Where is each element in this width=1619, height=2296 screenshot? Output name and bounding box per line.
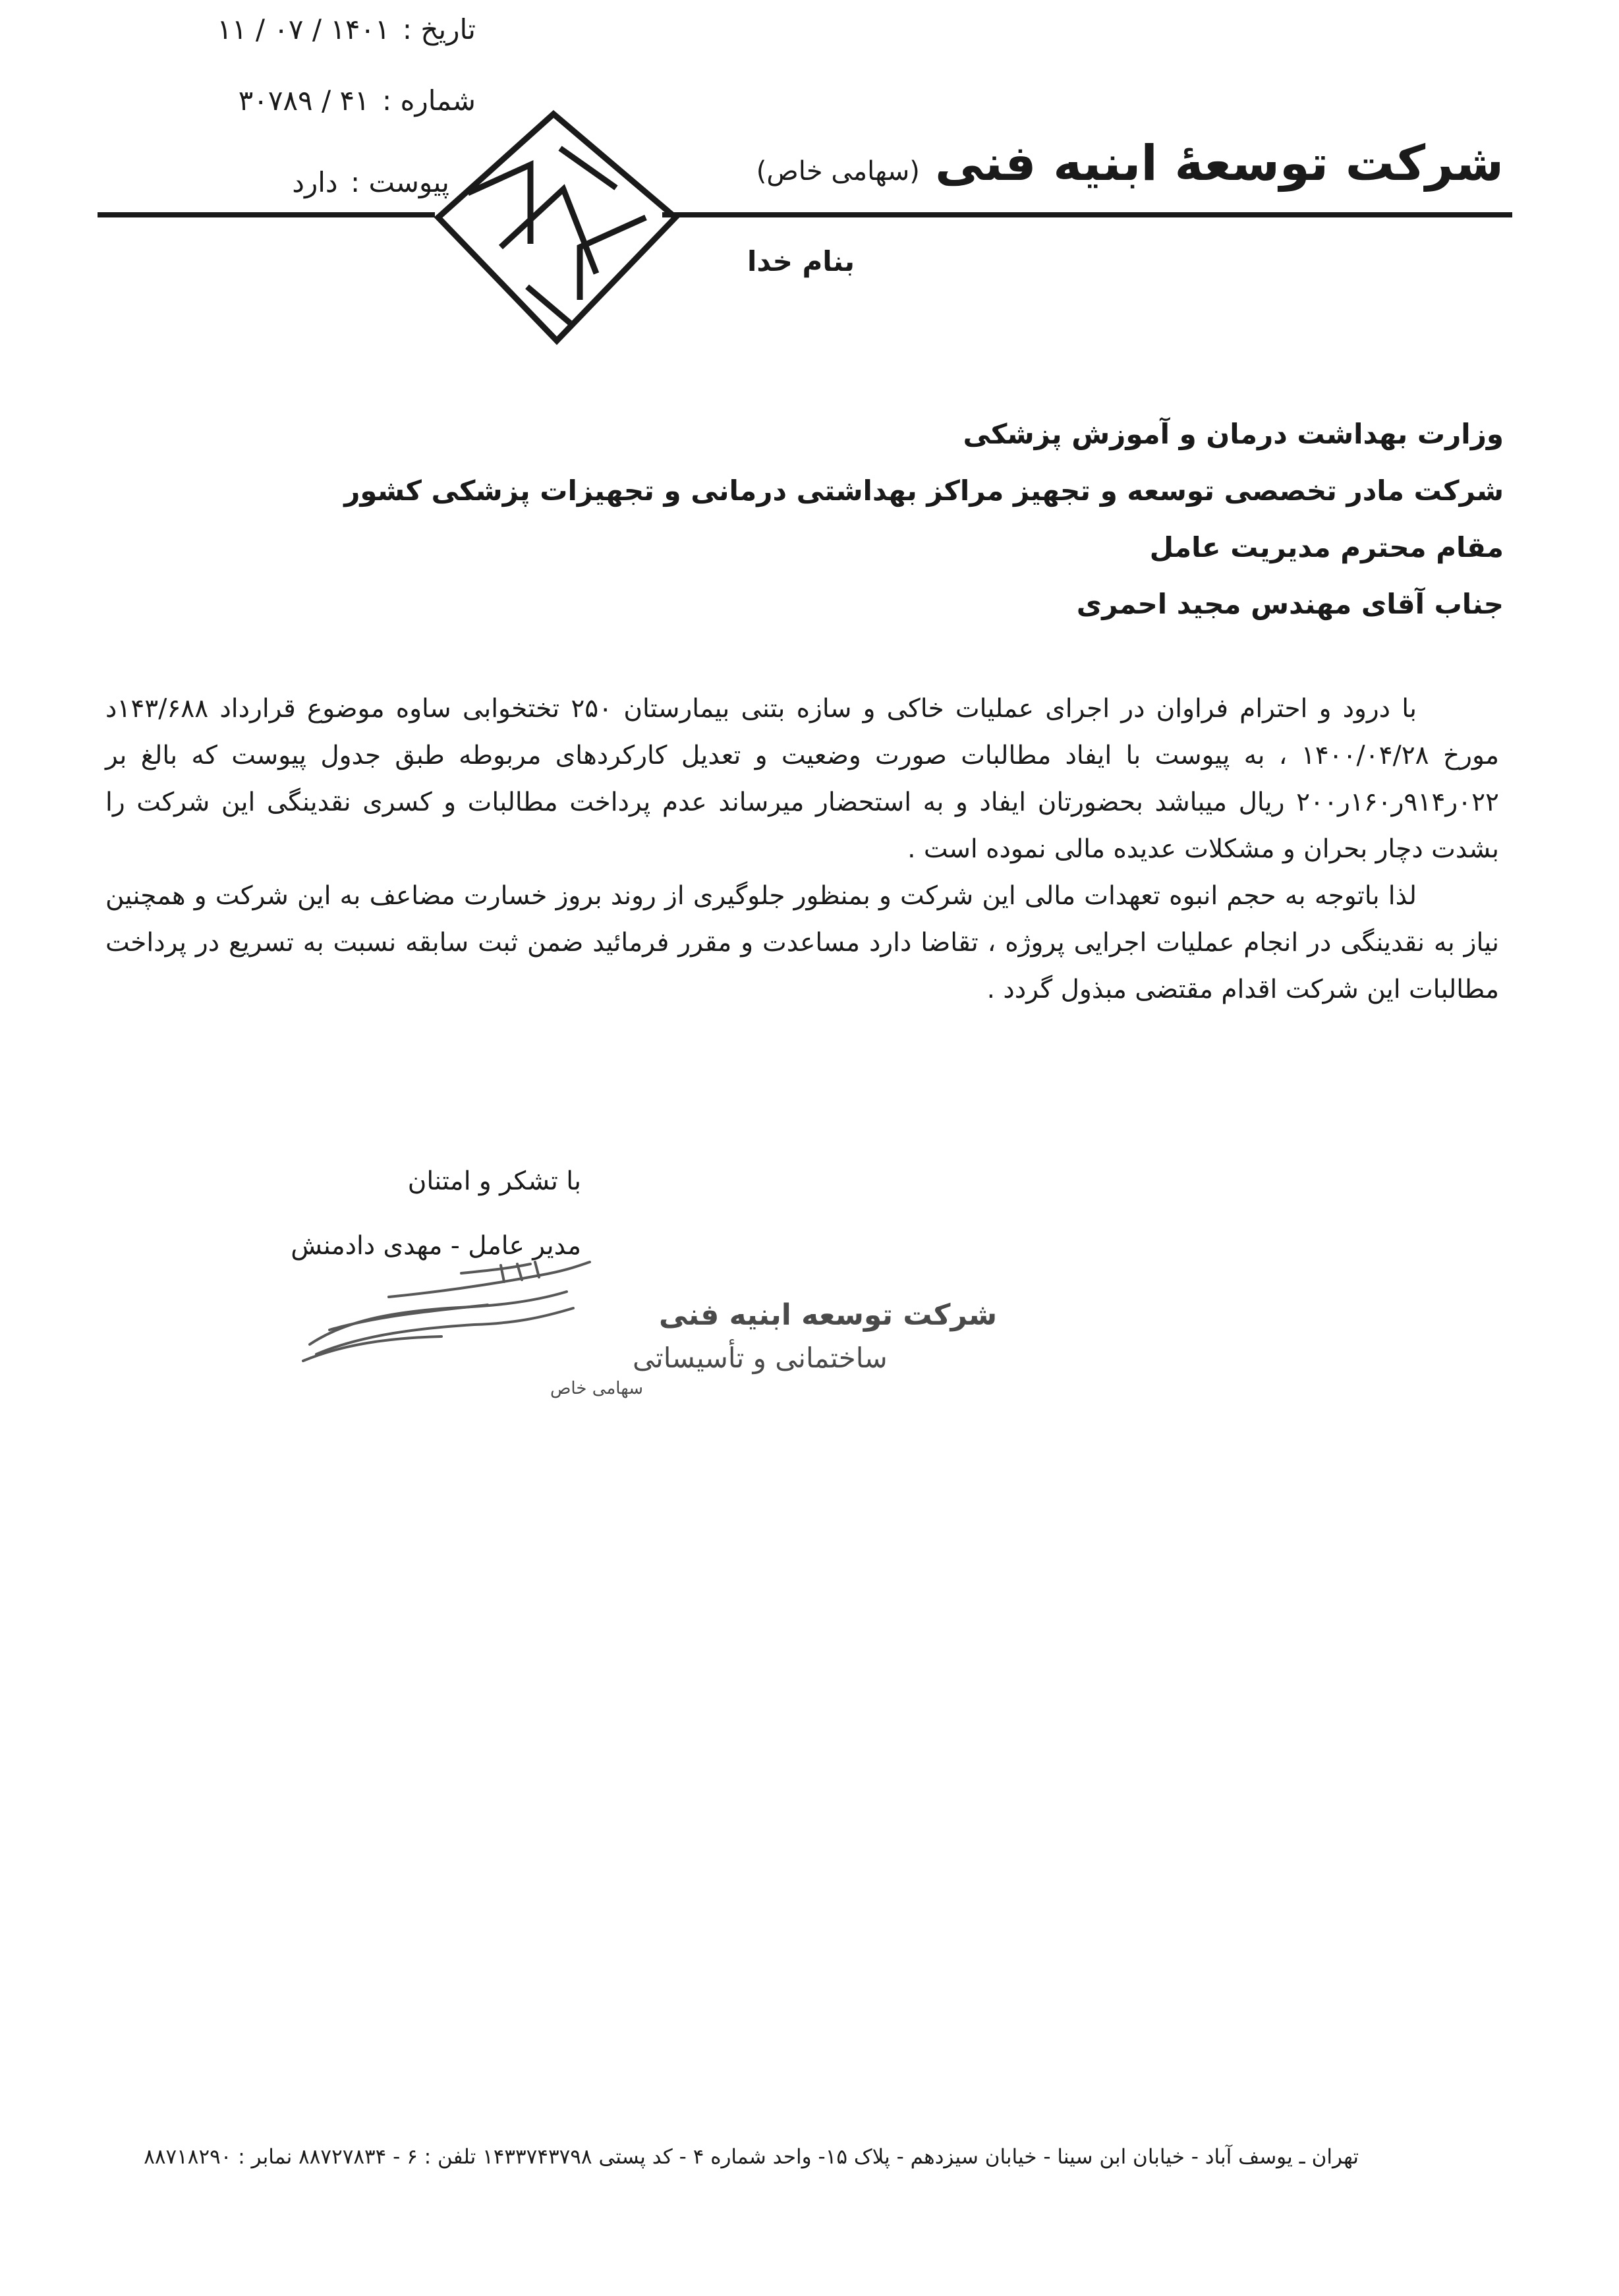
footer-address: تهران ـ یوسف آباد - خیابان ابن سینا - خیابان سیزدهم - پلاک ۱۵- واحد شماره ۴ - کد پستی ۱۴۳۳۷۴۳۷۹۸ تلفن : ۶ - ۸۸۷۲۷۸۳۴ نمابر : ۸۸۷۱۸۲۹۰: [144, 2145, 1359, 2169]
company-name: شرکت توسعهٔ ابنیه فنی: [934, 135, 1504, 192]
number-value: ۴۱ / ۳۰۷۸۹: [238, 84, 370, 117]
addressee-company: شرکت مادر تخصصی توسعه و تجهیز مراکز بهداشتی درمانی و تجهیزات پزشکی کشور: [344, 474, 1504, 507]
stamp-line-3: سهامی خاص: [550, 1379, 643, 1398]
company-type: (سهامی خاص): [756, 156, 920, 187]
addressee-title: مقام محترم مدیریت عامل: [1149, 531, 1504, 563]
addressee-block: [120, 420, 1504, 647]
attachment-label: پیوست :: [351, 166, 449, 198]
body-paragraph-2: لذا باتوجه به حجم انبوه تعهدات مالی این شرکت و بمنظور جلوگیری از روند بروز خسارت مضاعف به این شرکت و همچنین نیاز به نقدینگی در انجام عملیات اجرایی پروژه ، تقاضا دارد مساعدت و مقرر فرمائید ضمن ثبت سابقه نسبت به تسریع در پرداخت مطالبات این شرکت اقدام مقتضی مبذول گردد .: [105, 881, 1499, 1004]
addressee-name: جناب آقای مهندس مجید احمری: [1076, 588, 1504, 620]
letter-body: [105, 685, 1499, 1013]
bismillah: بنام خدا: [747, 245, 855, 277]
signature-stamp-icon: [290, 1246, 998, 1417]
header-rule-right: [662, 212, 1512, 217]
closing-signatory: مدیر عامل - مهدی دادمنش: [291, 1231, 581, 1261]
company-heading: [756, 135, 1504, 192]
attachment-line: [292, 166, 449, 198]
date-line: [217, 13, 476, 45]
date-value: ۱۴۰۱ / ۰۷ / ۱۱: [217, 13, 390, 45]
body-paragraph-1: با درود و احترام فراوان در اجرای عملیات خاکی و سازه بتنی بیمارستان ۲۵۰ تختخوابی ساوه موضوع قرارداد ۱۴۳/۶۸۸د مورخ ۱۴۰۰/۰۴/۲۸ ، به پیوست با ایفاد مطالبات صورت وضعیت و تعدیل کارکردهای مربوطه طبق جدول پیوست که بالغ بر ۰۲۲ر۹۱۴ر۱۶۰ر۲۰۰ ریال میباشد بحضورتان ایفاد و به استحضار میرساند عدم پرداخت مطالبات و کسری نقدینگی این شرکت را بشدت دچار بحران و مشکلات عدیده مالی نموده است .: [105, 694, 1499, 864]
addressee-ministry: وزارت بهداشت درمان و آموزش پزشکی: [963, 418, 1504, 450]
stamp-line-1: شرکت توسعه ابنیه فنی: [659, 1298, 998, 1332]
closing-thanks: با تشکر و امتنان: [407, 1166, 581, 1196]
stamp-line-2: ساختمانی و تأسیساتی: [633, 1342, 888, 1374]
number-label: شماره :: [382, 84, 476, 117]
attachment-value: دارد: [292, 166, 338, 198]
company-logo-icon: [428, 109, 685, 346]
header-rule-left: [98, 212, 435, 217]
date-label: تاریخ :: [402, 13, 476, 45]
